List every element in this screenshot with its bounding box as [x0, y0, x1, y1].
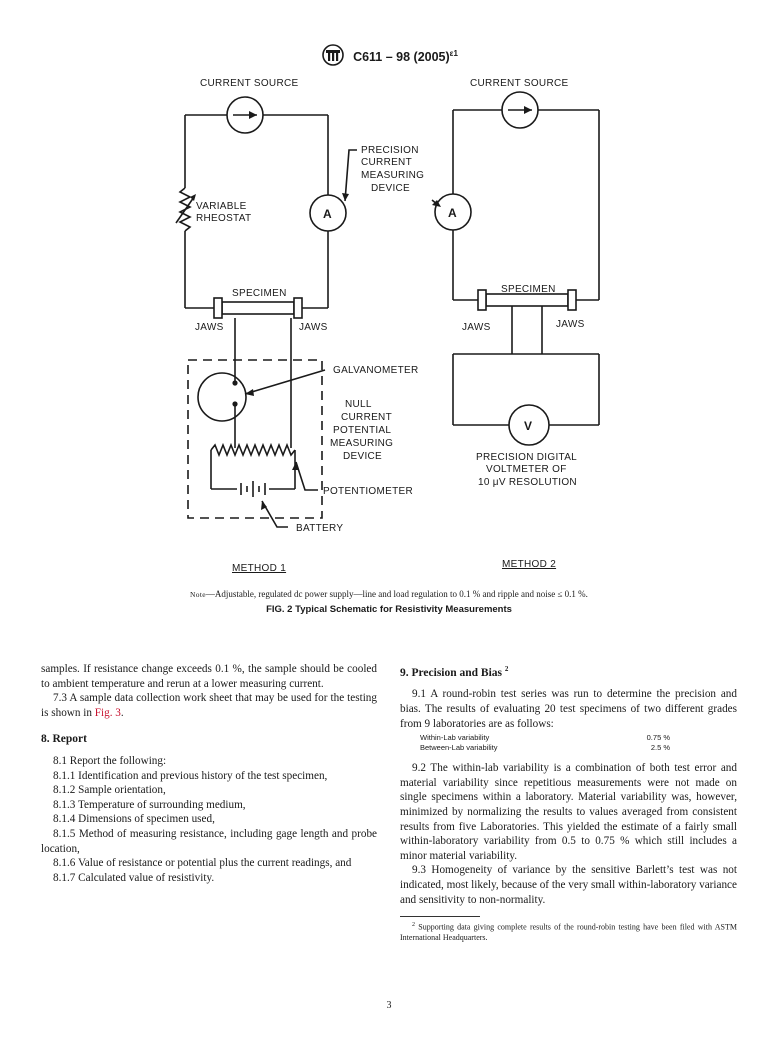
precision-bias-heading: 9. Precision and Bias $^2$: [400, 665, 509, 679]
paragraph-9-2: 9.2 The within-lab variability is a combination of both test error and material variability since repetitious measurements were not made on single specimens within a laboratory. Material variability was, however, minimized by normalizing the results to values averaged from consistent results from five Laboratories. This yielded the estimate of a fairly small within-laboratory variability from 0.5 to 0.75 % which still includes a minor material variability.: [400, 762, 737, 862]
footnote: $^2$ Supporting data giving complete results of the round-robin testing have been filed with ASTM International Headquarters.: [400, 922, 738, 942]
paragraph-7-3: 7.3 A sample data collection work sheet that may be used for the testing is shown in Fig. 3.: [41, 692, 377, 719]
precision-device-line3: MEASURING: [361, 170, 425, 181]
report-item: 8.1.2 Sample orientation,: [53, 784, 166, 797]
method2-specimen: [486, 294, 568, 306]
method2-current-source-label: CURRENT SOURCE: [470, 78, 569, 89]
report-item: 8.1 Report the following:: [53, 754, 167, 767]
voltmeter-caption-line3: 10 μV RESOLUTION: [478, 477, 577, 488]
table-row: [420, 733, 720, 743]
table-row: [420, 743, 720, 753]
document-designation: C611 – 98 $(2005)^{\varepsilon 1}$: [353, 48, 458, 64]
voltmeter-caption-line1: PRECISION DIGITAL: [476, 452, 578, 463]
method1-current-source-label: CURRENT SOURCE: [200, 78, 299, 89]
report-item: 8.1.6 Value of resistance or potential plus the current readings, and: [53, 857, 352, 870]
null-device-line5: DEVICE: [343, 451, 383, 462]
method1-potentiometer-symbol: [211, 445, 295, 455]
left-column: [41, 662, 377, 885]
figure-caption: FIG. 2 Typical Schematic for Resistivity Measurements: [266, 604, 512, 615]
null-device-line2: CURRENT: [341, 412, 392, 423]
report-item: 8.1.3 Temperature of surrounding medium,: [53, 798, 246, 811]
method1-specimen-label: SPECIMEN: [232, 288, 287, 299]
method1-specimen: [222, 302, 294, 314]
null-device-line1: NULL: [345, 399, 372, 410]
method1-jaws-left-label: JAWS: [195, 322, 224, 333]
paragraph-9-3: 9.3 Homogeneity of variance by the sensitive Barlett’s test was not indicated, most likely, because of the very small within-laboratory variance and sensitivity to non-normality.: [400, 864, 737, 906]
report-item: 8.1.4 Dimensions of specimen used,: [53, 813, 215, 826]
fig3-link[interactable]: Fig. 3: [94, 706, 121, 719]
precision-device-line2: CURRENT: [361, 157, 412, 168]
null-device-line3: POTENTIAL: [333, 425, 392, 436]
precision-device-line1: PRECISION: [361, 145, 419, 156]
figure-note: Note—Adjustable, regulated dc power supply—line and load regulation to 0.1 % and ripple and noise ≤ 0.1 %.: [190, 589, 588, 599]
method1-galvanometer-symbol: [198, 373, 246, 421]
report-item: 8.1.5 Method of measuring resistance, including gage length and probe location,: [41, 827, 377, 855]
report-item: 8.1.1 Identification and previous history of the test specimen,: [53, 769, 328, 782]
variability-value: 0.75 %: [646, 733, 670, 743]
variability-label: Within-Lab variability: [420, 733, 490, 743]
paragraph-9-1: 9.1 A round-robin test series was run to determine the precision and bias. The results of evaluating 20 test specimens of two different grades from 9 laboratories are as follows:: [400, 688, 737, 730]
method1-null-device-box: [188, 360, 322, 518]
variability-table: [420, 733, 720, 753]
samples-paragraph: samples. If resistance change exceeds 0.1 %, the sample should be cooled to ambient temperature and rerun at a lower measuring current.: [41, 663, 377, 690]
page-number: 3: [386, 1000, 392, 1011]
report-item: 8.1.7 Calculated value of resistivity.: [53, 871, 215, 884]
method1-jaws-right-label: JAWS: [299, 322, 328, 333]
method2-voltmeter-label: V: [524, 419, 533, 433]
variability-value: 2.5 %: [650, 743, 670, 753]
method2-jaws-right-label: JAWS: [556, 319, 585, 330]
method2-title: METHOD 2: [502, 559, 557, 570]
method2-jaws-left-label: JAWS: [462, 322, 491, 333]
potentiometer-label: POTENTIOMETER: [323, 486, 414, 497]
right-column: [400, 662, 737, 943]
precision-device-line4: DEVICE: [371, 183, 411, 194]
method1-ammeter-label: A: [323, 207, 332, 221]
galvanometer-label: GALVANOMETER: [333, 365, 419, 376]
method2-specimen-label: SPECIMEN: [501, 284, 556, 295]
voltmeter-caption-line2: VOLTMETER OF: [486, 464, 567, 475]
footnote-divider: [400, 916, 480, 917]
battery-label: BATTERY: [296, 523, 344, 534]
method1-title: METHOD 1: [232, 563, 287, 574]
method2-ammeter-label: A: [448, 206, 457, 220]
method1-rheostat-label: RHEOSTAT: [196, 213, 252, 224]
report-heading: 8. Report: [41, 733, 87, 746]
method1-variable-label: VARIABLE: [196, 201, 247, 212]
variability-label: Between-Lab variability: [420, 743, 498, 753]
null-device-line4: MEASURING: [330, 438, 394, 449]
